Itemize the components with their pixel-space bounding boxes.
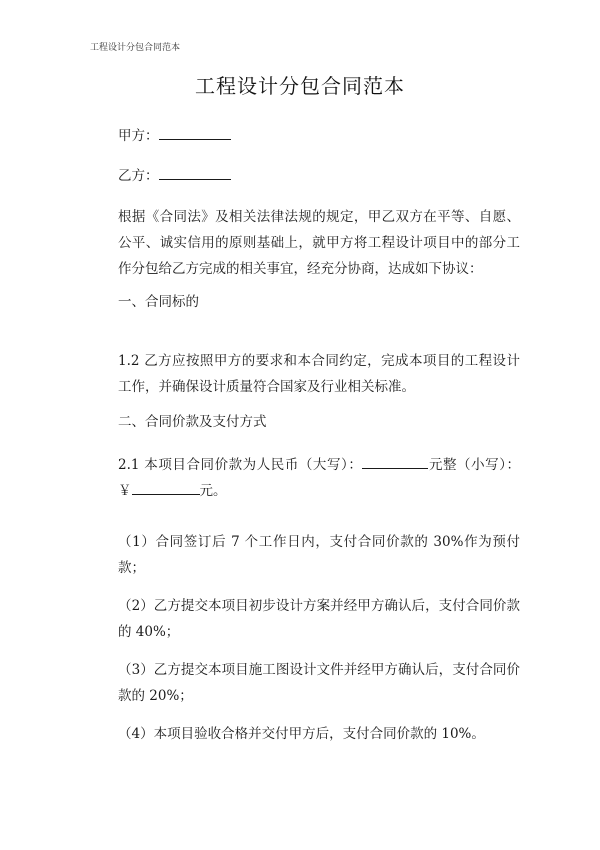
party-b-label: 乙方： [118, 168, 159, 184]
party-a-line [118, 125, 231, 146]
intro-paragraph: 根据《合同法》及相关法律法规的规定，甲乙双方在平等、自愿、公平、诚实信用的原则基础上，就甲方将工程设计项目中的部分工作分包给乙方完成的相关事宜，经充分协商，达成如下协议： [118, 209, 520, 277]
clause-2-1-text-3: 元。 [199, 483, 227, 499]
amount-words-blank [362, 454, 428, 469]
section1-heading: 一、合同标的 [118, 294, 199, 310]
party-b-blank [159, 165, 231, 180]
party-b-line [118, 165, 231, 186]
clause-2-1-text-2: 元整（小写）：￥ [118, 457, 521, 499]
payment-item-1: （1）合同签订后 7 个工作日内，支付合同价款的 30%作为预付款； [118, 534, 520, 576]
amount-figures-blank [132, 480, 200, 495]
clause-2-1-text-1: 2.1 本项目合同价款为人民币（大写）： [118, 457, 363, 473]
section2-heading: 二、合同价款及支付方式 [118, 414, 267, 430]
payment-item-3: （3）乙方提交本项目施工图设计文件并经甲方确认后，支付合同价款的 20%； [118, 662, 520, 704]
page-title: 工程设计分包合同范本 [195, 74, 405, 98]
party-a-blank [159, 125, 231, 140]
party-a-label: 甲方： [118, 128, 159, 144]
payment-item-2: （2）乙方提交本项目初步设计方案并经甲方确认后，支付合同价款的 40%； [118, 598, 520, 640]
clause-2-1 [118, 452, 520, 504]
payment-item-4: （4）本项目验收合格并交付甲方后，支付合同价款的 10%。 [118, 726, 485, 742]
clause-1-2: 1.2 乙方应按照甲方的要求和本合同约定，完成本项目的工程设计工作，并确保设计质量符合国家及行业相关标准。 [118, 353, 520, 395]
running-header: 工程设计分包合同范本 [90, 43, 181, 53]
